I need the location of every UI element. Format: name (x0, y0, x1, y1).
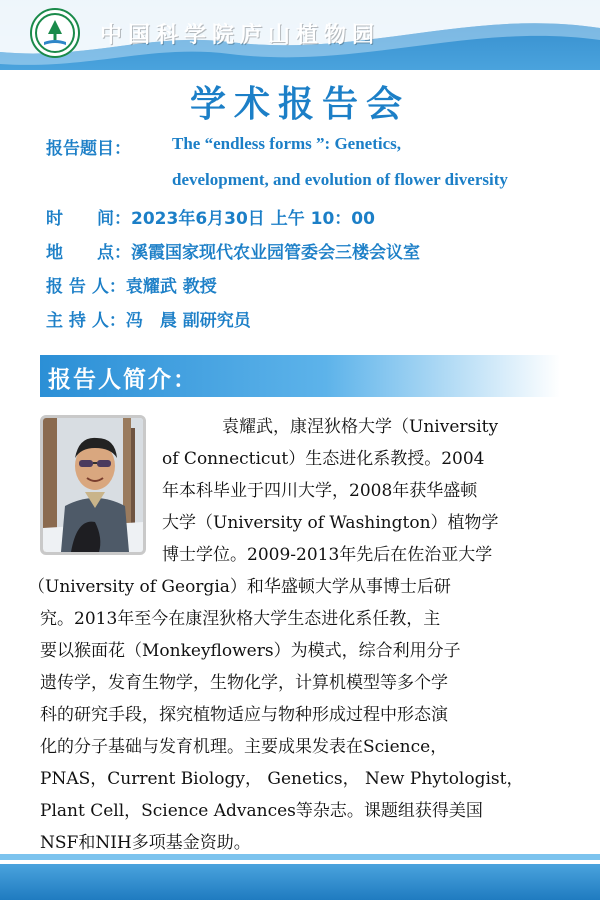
section-banner (40, 355, 560, 397)
page-title: 学术报告会 (189, 84, 410, 125)
topic-line-2: development, and evolution of flower diversity (172, 170, 508, 189)
bio-line-4: 大学（University of Washington）植物学 (162, 513, 499, 533)
footer-bar (0, 864, 600, 900)
bio-line-5: 博士学位。2009-2013年先后在佐治亚大学 (162, 545, 493, 565)
speaker-photo (40, 415, 146, 555)
bio-line-13: Plant Cell，Science Advances等杂志。课题组获得美国 (40, 801, 483, 821)
bio-line-6: （University of Georgia）和华盛顿大学从事博士后研 (28, 577, 451, 597)
botanical-garden-logo-icon (30, 8, 80, 58)
bio-line-11: 化的分子基础与发育机理。主要成果发表在Science， (40, 737, 448, 757)
org-name: 中国科学院庐山植物园 (100, 22, 381, 48)
speaker-portrait-image (43, 418, 143, 552)
bio-line-3: 年本科毕业于四川大学，2008年获华盛顿 (162, 481, 478, 501)
place-row (46, 238, 420, 263)
place-value: 溪霞国家现代农业园管委会三楼会议室 (131, 243, 420, 263)
topic-line-1: The “endless forms ”: Genetics, (172, 134, 402, 153)
time-label: 时 间： (46, 209, 131, 229)
speaker-value: 袁耀武 教授 (125, 277, 217, 297)
host-label: 主 持 人： (46, 311, 126, 331)
speaker-row (46, 272, 217, 297)
bio-line-1: 袁耀武，康涅狄格大学（University (222, 417, 499, 437)
time-row (46, 204, 375, 229)
bio-line-9: 遗传学，发育生物学，生物化学，计算机模型等多个学 (40, 673, 448, 693)
bio-line-12: PNAS，Current Biology， Genetics， New Phytologist， (40, 769, 524, 789)
bio-line-10: 科的研究手段，探究植物适应与物种形成过程中形态演 (40, 705, 448, 725)
place-label: 地 点： (46, 243, 131, 263)
speaker-label: 报 告 人： (46, 277, 126, 297)
header-bar (0, 0, 600, 70)
section-title: 报告人简介： (48, 367, 198, 393)
topic-label: 报告题目： (46, 139, 131, 159)
host-row (46, 306, 251, 331)
bio-line-14: NSF和NIH多项基金资助。 (40, 833, 251, 853)
host-value: 冯 晨 副研究员 (125, 311, 251, 331)
topic-row (46, 134, 131, 159)
bio-line-2: of Connecticut）生态进化系教授。2004 (162, 449, 485, 469)
bio-line-7: 究。2013年至今在康涅狄格大学生态进化系任教，主 (40, 609, 441, 629)
footer-stripe (0, 854, 600, 860)
bio-line-8: 要以猴面花（Monkeyflowers）为模式，综合利用分子 (40, 641, 461, 661)
time-value: 2023年6月30日 上午 10：00 (131, 209, 375, 229)
